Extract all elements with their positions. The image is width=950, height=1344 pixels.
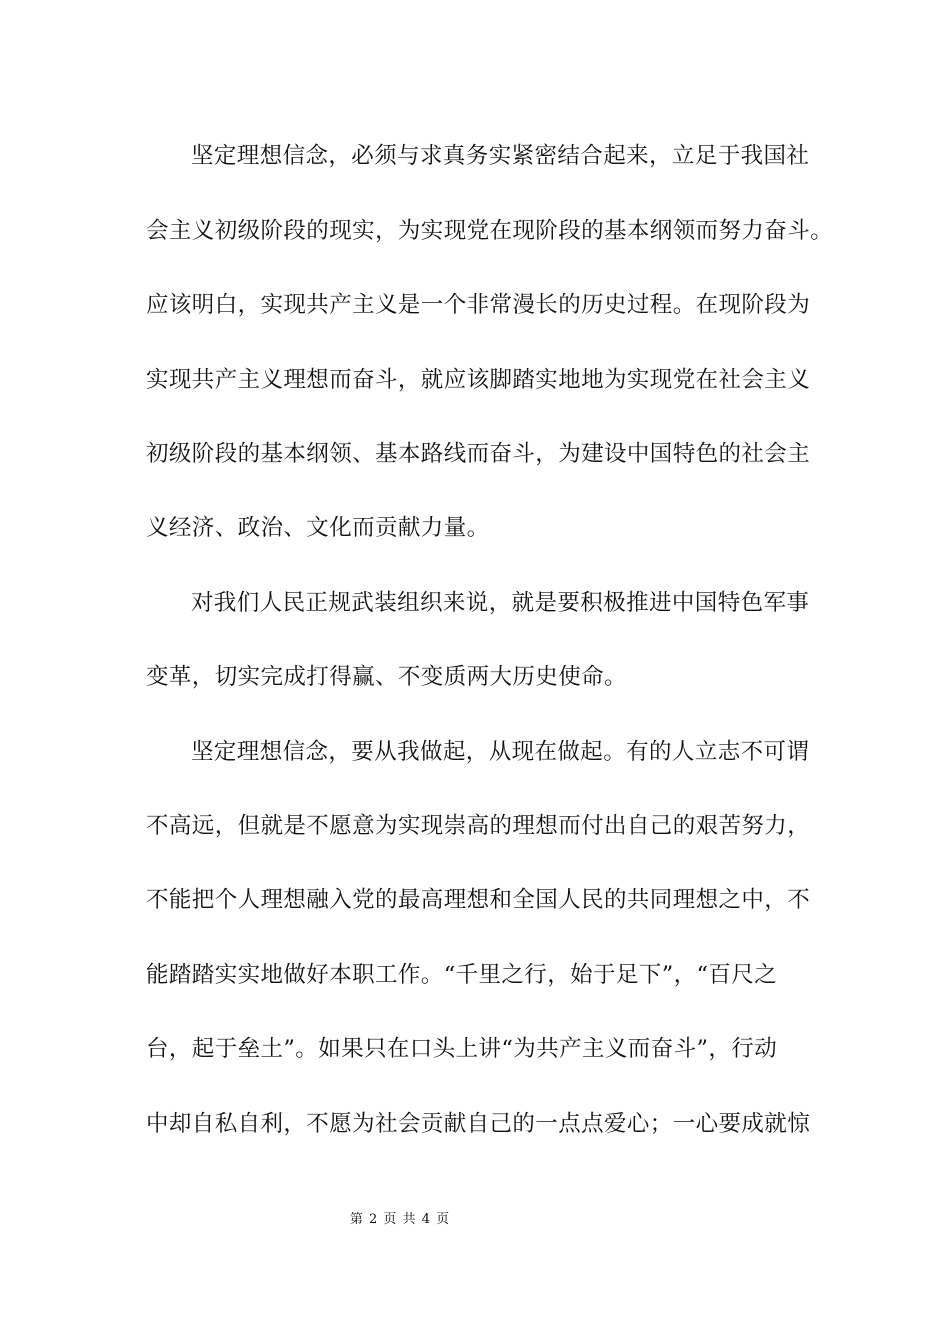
paragraph-1-line-1: 坚定理想信念，必须与求真务实紧密结合起来，立足于我国社 (191, 143, 810, 169)
page-number-footer: 第 2 页 共 4 页 (349, 1212, 451, 1227)
paragraph-1-line-6: 义经济、政治、文化而贡献力量。 (146, 515, 490, 541)
paragraph-1-line-3: 应该明白，实现共产主义是一个非常漫长的历史过程。在现阶段为 (146, 292, 811, 318)
paragraph-1-line-5: 初级阶段的基本纲领、基本路线而奋斗，为建设中国特色的社会主 (146, 441, 811, 467)
paragraph-2-line-2: 变革，切实完成打得赢、不变质两大历史使命。 (146, 664, 627, 690)
paragraph-1-line-2: 会主义初级阶段的现实，为实现党在现阶段的基本纲领而努力奋斗。 (146, 218, 834, 244)
paragraph-3-line-3: 不能把个人理想融入党的最高理想和全国人民的共同理想之中，不 (146, 887, 811, 913)
paragraph-3-line-5: 台，起于垒土”。如果只在口头上讲“为共产主义而奋斗”，行动 (146, 1036, 778, 1062)
paragraph-3-line-4: 能踏踏实实地做好本职工作。“千里之行，始于足下”，“百尺之 (146, 962, 778, 988)
paragraph-3-line-6: 中却自私自利，不愿为社会贡献自己的一点点爱心；一心要成就惊 (146, 1111, 811, 1137)
paragraph-3-line-2: 不高远，但就是不愿意为实现崇高的理想而付出自己的艰苦努力， (146, 813, 811, 839)
paragraph-2-line-1: 对我们人民正规武装组织来说，就是要积极推进中国特色军事 (191, 590, 810, 616)
paragraph-1-line-4: 实现共产主义理想而奋斗，就应该脚踏实地地为实现党在社会主义 (146, 367, 811, 393)
paragraph-3-line-1: 坚定理想信念，要从我做起，从现在做起。有的人立志不可谓 (191, 739, 810, 765)
